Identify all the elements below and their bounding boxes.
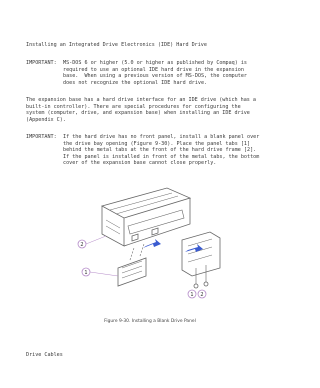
figure-caption: Figure 9-30. Installing a Blank Drive Panel	[104, 319, 196, 324]
important-line: If the panel is installed in front of the metal tabs, the bottom	[63, 153, 260, 160]
important-line: the drive bay opening (Figure 9-30). Place the panel tabs [1]	[63, 140, 251, 147]
important-line: does not recognize the optional IDE hard drive.	[63, 79, 208, 86]
callout-2	[198, 290, 206, 298]
svg-text:1: 1	[84, 269, 88, 276]
important-line: behind the metal tabs at the front of the hard drive frame [2].	[63, 147, 257, 153]
callout-2	[78, 240, 86, 248]
paragraph-line: built-in controller). There are special procedures for configuring the	[26, 103, 241, 110]
next-section-heading: Drive Cables	[26, 352, 63, 358]
important-line: MS-DOS 6 or higher (5.0 or higher as published by Compaq) is	[63, 60, 248, 66]
svg-text:1: 1	[190, 291, 194, 298]
important-line: base. When using a previous version of MS-DOS, the computer	[63, 73, 248, 79]
callout-1	[188, 290, 196, 298]
section-heading: Installing an Integrated Drive Electronics (IDE) Hard Drive	[26, 42, 207, 48]
important-line: required to use an optional IDE hard drive in the expansion	[63, 66, 244, 73]
blank-drive-panel-illustration	[72, 176, 232, 308]
important-label: IMPORTANT:	[26, 60, 57, 66]
svg-text:2: 2	[80, 241, 84, 248]
important-line: If the hard drive has no front panel, install a blank panel over	[63, 134, 260, 140]
drive-frame-side	[124, 198, 190, 246]
important-line: cover of the expansion base cannot close properly.	[63, 160, 217, 166]
important-label: IMPORTANT:	[26, 134, 57, 140]
paragraph-line: The expansion base has a hard drive interface for an IDE drive (which has a	[26, 97, 257, 103]
drive-frame-top	[102, 188, 190, 218]
detail-inset	[182, 232, 220, 276]
svg-text:2: 2	[200, 291, 204, 298]
paragraph-line: system (computer, drive, and expansion base) when installing an IDE drive	[26, 110, 250, 116]
callout-1	[82, 268, 90, 276]
paragraph-line: (Appendix C).	[26, 116, 66, 123]
arrow-icon	[143, 239, 203, 252]
blank-panel	[118, 258, 146, 286]
